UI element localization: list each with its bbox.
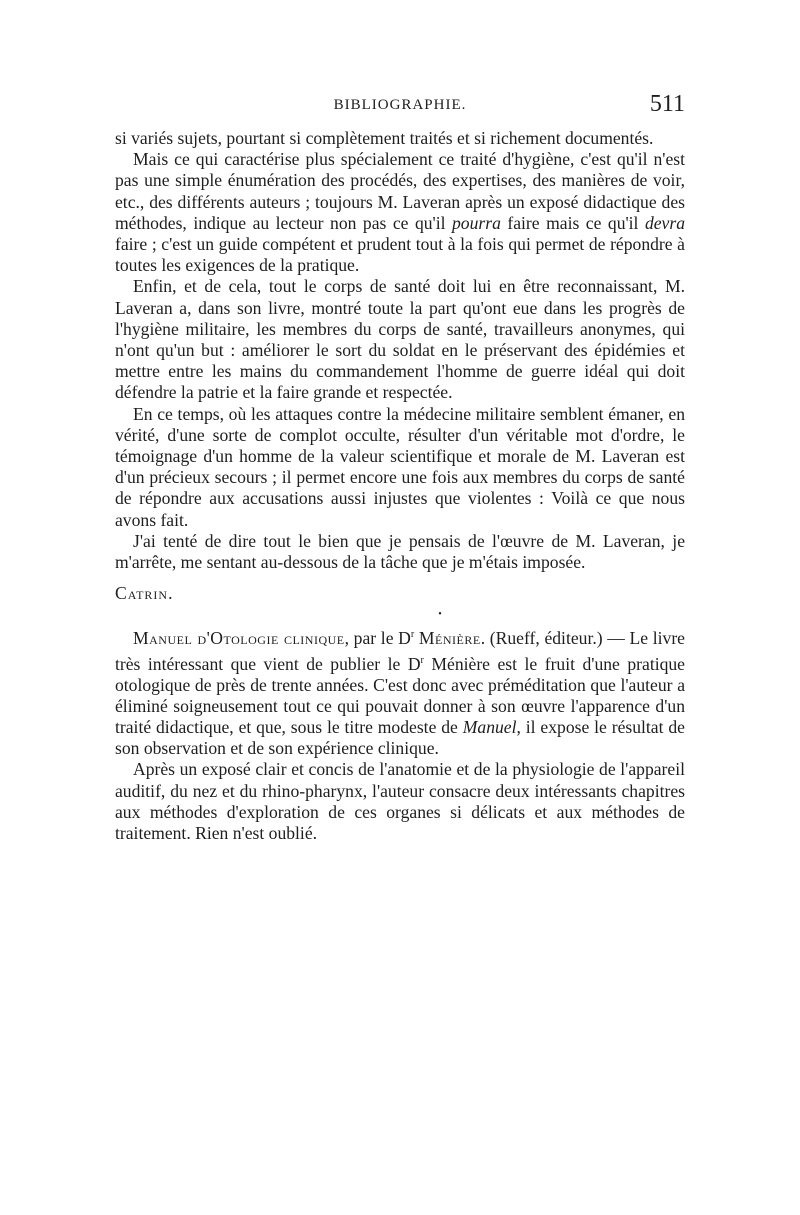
text-run: . (Rueff, éditeur.) — Le livre très intéressant que vient de publier le D — [115, 628, 685, 674]
page-number: 511 — [649, 91, 685, 117]
review1-paragraph-2: Enfin, et de cela, tout le corps de santé doit lui en être reconnaissant, M. Laveran a, dans son livre, montré toute la part qu'ont eue dans les progrès de l'hygiène militaire, les membres du corps de santé, travailleurs anonymes, qui n'ont qu'un but : améliorer le sort du soldat en le préservant des épidémies et mettre entre les mains du commandement l'homme de guerre idéal qui doit défendre la patrie et la faire grande et respectée. — [115, 276, 685, 403]
emphasis: pourra — [451, 212, 501, 233]
review1-paragraph-3: En ce temps, où les attaques contre la médecine militaire semblent émaner, en vérité, d'une sorte de complot occulte, résulter d'un véritable mot d'ordre, le témoignage d'un homme de la valeur scientifique et morale de M. Laveran est d'un précieux secours ; il permet encore une fois aux membres du corps de santé de répondre aux accusations aussi injustes que violentes : Voilà ce que nous avons fait. — [115, 403, 685, 530]
text-run: , il expose le résultat de son observation et de son expérience clinique. — [115, 717, 685, 759]
emphasis: devra — [644, 212, 685, 233]
emphasis: Manuel — [462, 717, 517, 737]
review1-paragraph-1 — [115, 149, 685, 276]
section-separator: • — [438, 609, 442, 621]
running-head: BIBLIOGRAPHIE. — [333, 97, 467, 113]
author-name: Ménière — [418, 628, 481, 649]
review2-paragraph-2: Après un exposé clair et concis de l'anatomie et de la physiologie de l'appareil auditif, du nez et du rhino-pharynx, l'auteur consacre deux intéressants chapitres aux méthodes d'exploration de ces organes si délicats et aux méthodes de traitement. Rien n'est oublié. — [115, 759, 685, 844]
text-run: Ménière est le fruit d'une pratique otologique de près de trente années. C'est donc avec préméditation que l'auteur a éliminé soigneusement tout ce qui pouvait donner à son œuvre l'apparence d'un traité didactique, et que, sous le titre modeste de — [115, 653, 685, 737]
review1-paragraph-4: J'ai tenté de dire tout le bien que je pensais de l'œuvre de M. Laveran, je m'arrête, me sentant au-dessous de la tâche que je m'étais imposée. — [115, 530, 685, 573]
review2-paragraph-1 — [115, 624, 685, 759]
page-body — [115, 128, 685, 844]
page-header — [115, 91, 685, 125]
superscript: r — [410, 629, 415, 641]
text-run: Mais ce qui caractérise plus spécialement ce traité d'hygiène, c'est qu'il n'est pas une simple énumération des procédés, des expertises, des manières de voir, etc., des différents auteurs ; toujours M. Laveran après un exposé didactique des méthodes, indique au lecteur non pas ce qu'il — [115, 149, 685, 233]
text-run: faire mais ce qu'il — [500, 212, 645, 233]
review1-paragraph-0: si variés sujets, pourtant si complètement traités et si richement documentés. — [115, 128, 654, 148]
superscript: r — [420, 654, 424, 666]
book-title: Manuel d'Otologie clinique — [133, 628, 345, 649]
text-run: , par le D — [344, 628, 411, 649]
text-run: faire ; c'est un guide compétent et prudent tout à la fois qui permet de répondre à toutes les exigences de la pratique. — [115, 234, 685, 276]
review-signature: Catrin. — [115, 583, 174, 604]
